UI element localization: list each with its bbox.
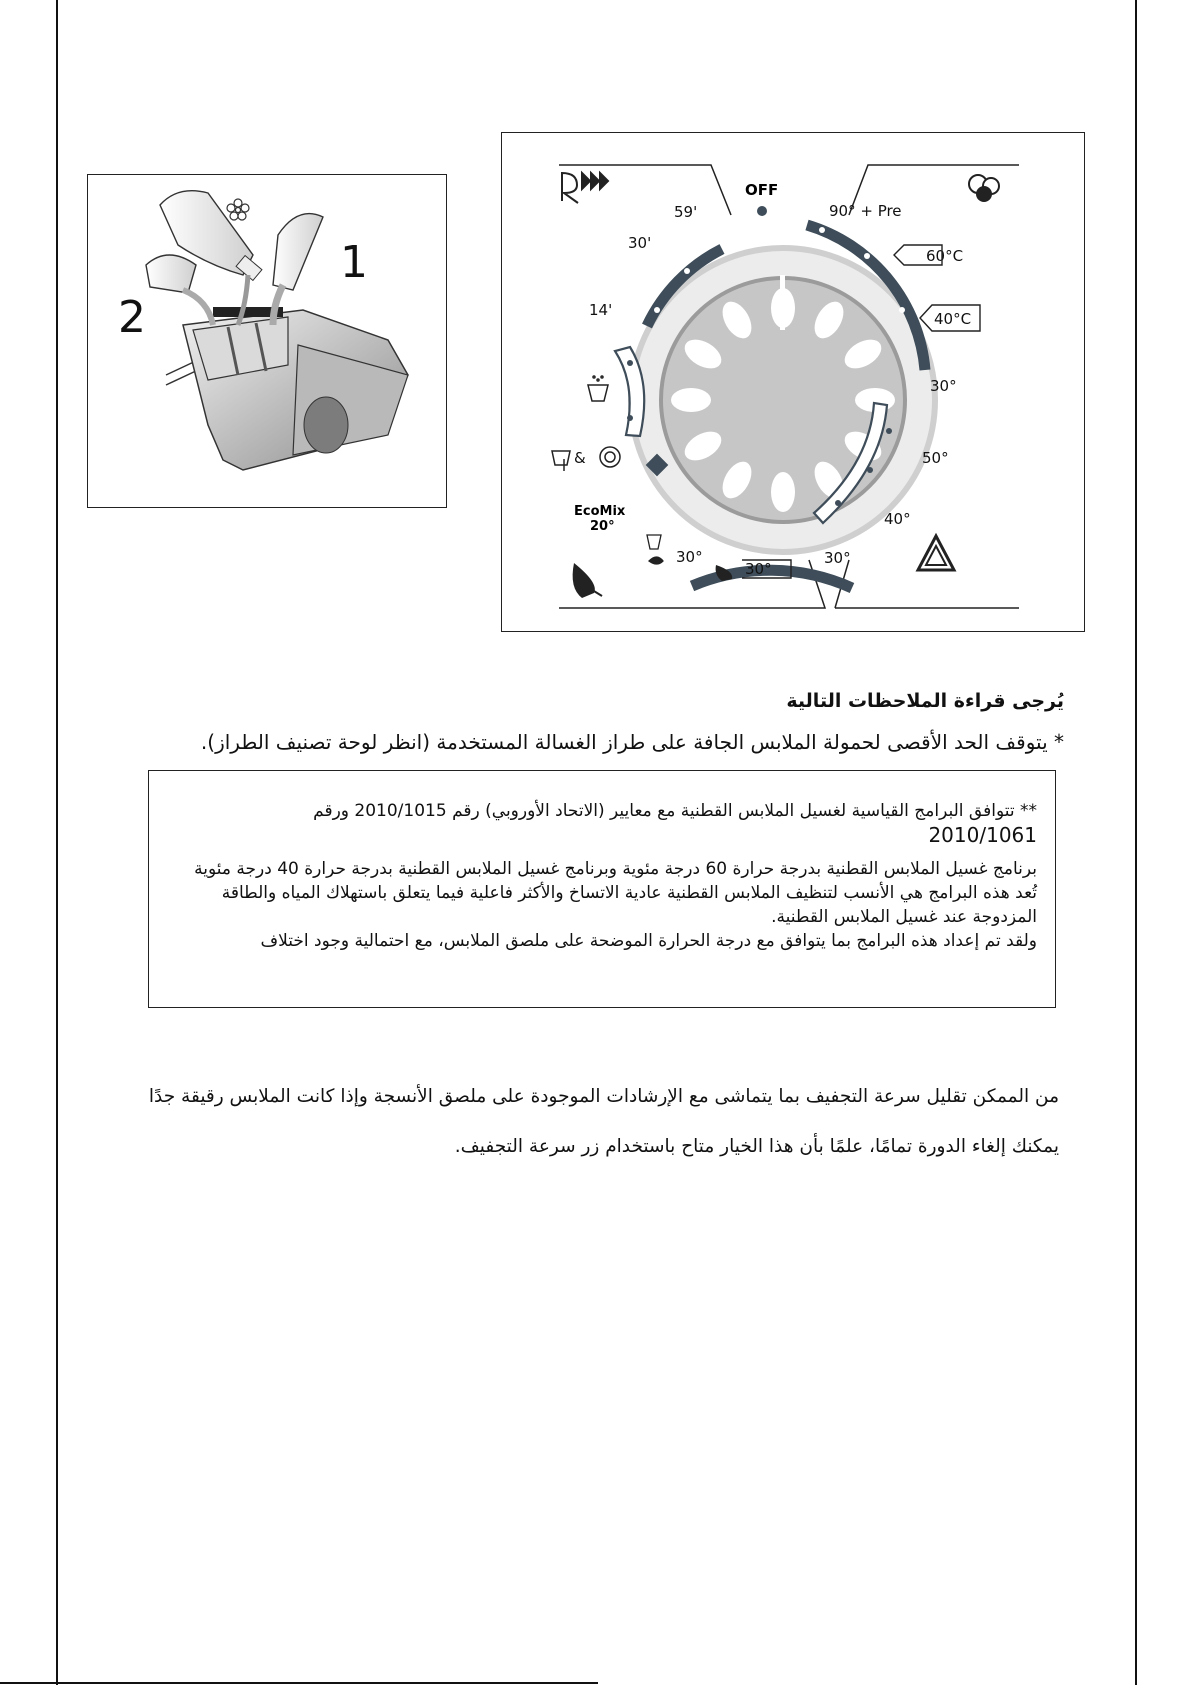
off-dot [757, 206, 767, 216]
dial-ecomix-temp: 20° [590, 519, 615, 534]
notes-heading: يُرجى قراءة الملاحظات التالية [786, 690, 1064, 712]
wool-icon [573, 563, 602, 598]
drain-spin-icon [552, 447, 620, 471]
dial-off-label: OFF [745, 181, 779, 199]
dial-label-40: 40° [884, 510, 911, 528]
dial-label-30-bottom-right: 30° [824, 549, 851, 567]
rinse-icon [588, 376, 608, 401]
dial-label-30-bottom-b: 30° [745, 560, 772, 578]
dial-label-50: 50° [922, 449, 949, 467]
temperature-paragraph: ولقد تم إعداد هذه البرامج بما يتوافق مع درجة الحرارة الموضحة على ملصق الملابس، مع احتمالية وجود اختلاف [260, 931, 1037, 951]
compartment-label-2: 2 [118, 292, 146, 343]
synthetic-icon [918, 536, 954, 570]
efficiency-paragraph: تُعد هذه البرامج هي الأنسب لتنظيف الملابس القطنية عادية الاتساخ والأكثر فاعلية فيما يتعلق باستهلاك المياه والطاقة المزدوجة عند غسيل الملابس القطنية. [221, 883, 1037, 927]
spin-speed-note: من الممكن تقليل سرعة التجفيف بما يتماشى مع الإرشادات الموجودة على ملصق الأنسجة وإذا كانت الملابس رقيقة جدًا يمكنك إلغاء الدورة تمامًا، علمًا بأن هذا الخيار متاح باستخدام زر سرعة التجفيف. [148, 1086, 1059, 1157]
standards-number: 2010/1061 [928, 823, 1037, 847]
standard-programs-info-box [148, 770, 1056, 1008]
cotton-icon [969, 175, 999, 202]
detergent-drawer-illustration [88, 175, 446, 507]
program-dial-figure [501, 132, 1085, 632]
right-margin-line [1135, 0, 1137, 1685]
dial-pointer[interactable] [780, 275, 785, 330]
dial-amp-label: & [574, 449, 586, 467]
dial-label-90-pre: 90° + Pre [829, 202, 902, 220]
handwash-icon [647, 535, 663, 564]
flower-softener-icon [227, 199, 249, 220]
program-dial-illustration [502, 133, 1084, 631]
dial-label-30-bottom-a: 30° [676, 548, 703, 566]
dial-label-14: 14' [589, 301, 613, 319]
dial-ecomix-label: EcoMix [574, 504, 626, 519]
dial-label-40c: 40°C [934, 310, 972, 328]
standards-paragraph: ** تتوافق البرامج القياسية لغسيل الملابس القطنية مع معايير (الاتحاد الأوروبي) رقم 2010/1015 ورقم [313, 801, 1037, 821]
footer-line [0, 1682, 598, 1684]
detergent-drawer-figure [87, 174, 447, 508]
max-load-note: * يتوقف الحد الأقصى لحمولة الملابس الجافة على طراز الغسالة المستخدمة (انظر لوحة تصنيف الطراز). [200, 730, 1064, 754]
cotton-programs-paragraph: برنامج غسيل الملابس القطنية بدرجة حرارة 60 درجة مئوية وبرنامج غسيل الملابس القطنية بدرجة حرارة 40 درجة مئوية [194, 859, 1037, 879]
dial-label-30-left: 30' [628, 234, 652, 252]
compartment-label-1: 1 [340, 237, 368, 288]
dial-label-59: 59' [674, 203, 698, 221]
dial-label-30-right: 30° [930, 377, 957, 395]
rapid-icon [562, 173, 608, 203]
left-margin-line [56, 0, 58, 1685]
dial-label-60c: 60°C [926, 247, 964, 265]
